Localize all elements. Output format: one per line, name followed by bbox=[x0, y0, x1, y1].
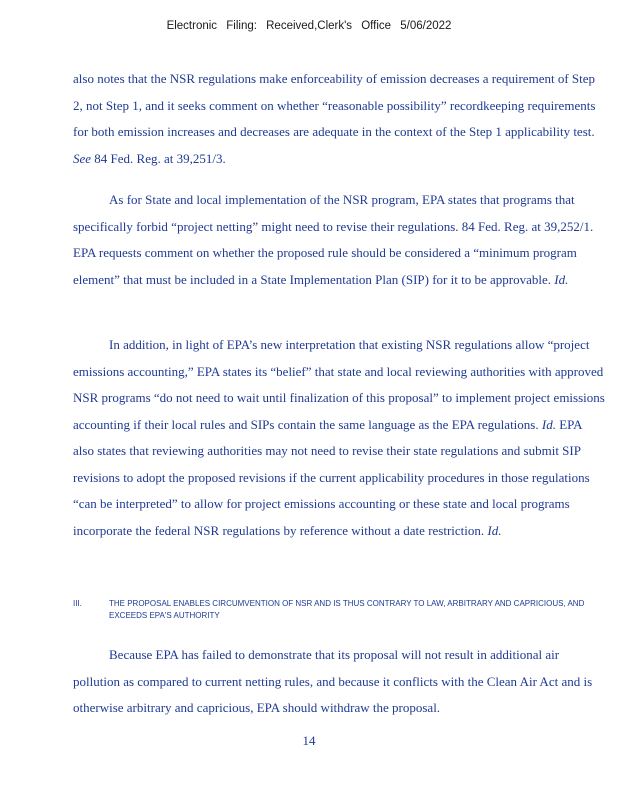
citation-signal: See bbox=[73, 150, 92, 166]
citation-text: 84 Fed. Reg. at 39,251/3. bbox=[91, 150, 226, 166]
citation-signal: Id. bbox=[554, 271, 569, 287]
section-heading bbox=[73, 598, 605, 622]
page-number: 14 bbox=[302, 733, 316, 748]
paragraph-conclusion bbox=[73, 642, 605, 722]
filing-header: Electronic Filing: Received,Clerk's Office 5/06/2022 bbox=[166, 20, 452, 32]
paragraph-text: also notes that the NSR regulations make enforceability of emission decreases a requirement of Step 2, not Step 1, and it seeks comment on whether “reasonable possibility” recordkeeping requirements for both emission increases and decreases are adequate in the context of the Step 1 applicability test. bbox=[73, 71, 596, 139]
paragraph-continuation bbox=[73, 66, 605, 172]
paragraph-text: Because EPA has failed to demonstrate that its proposal will not result in additional air pollution as compared to current netting rules, and because it conflicts with the Clean Air Act and is otherwise arbitrary and capricious, EPA should withdraw the proposal. bbox=[73, 647, 593, 715]
citation-signal: Id. bbox=[487, 522, 502, 538]
paragraph-text-continued: EPA also states that reviewing authorities may not need to revise their state regulations and submit SIP revisions to adopt the proposed revisions if the current applicability procedures in those regulations “can be interpreted” to allow for project emissions accounting or these state and local programs incorporate the federal NSR regulations by reference without a date restriction. bbox=[73, 416, 590, 538]
paragraph-text: In addition, in light of EPA’s new interpretation that existing NSR regulations allow “project emissions accounting,” EPA states its “belief” that state and local reviewing authorities with approved NSR programs “do not need to wait until finalization of this proposal” to implement project emissions accounting if their local rules and SIPs contain the same language as the EPA regulations. bbox=[73, 337, 605, 432]
paragraph-state-local bbox=[73, 187, 605, 293]
paragraph-interpretation bbox=[73, 332, 605, 544]
section-title: THE PROPOSAL ENABLES CIRCUMVENTION OF NSR AND IS THUS CONTRARY TO LAW, ARBITRARY AND CAPRICIOUS, AND EXCEEDS EPA'S AUTHORITY bbox=[109, 599, 585, 620]
citation-signal: Id. bbox=[541, 416, 556, 432]
section-number: III. bbox=[73, 599, 82, 608]
paragraph-text: As for State and local implementation of the NSR program, EPA states that programs that specifically forbid “project netting” might need to revise their regulations. 84 Fed. Reg. at 39,252/1. EPA requests comment on whether the proposed rule should be considered a “minimum program element” that must be included in a State Implementation Plan (SIP) for it to be approvable. bbox=[73, 192, 594, 287]
